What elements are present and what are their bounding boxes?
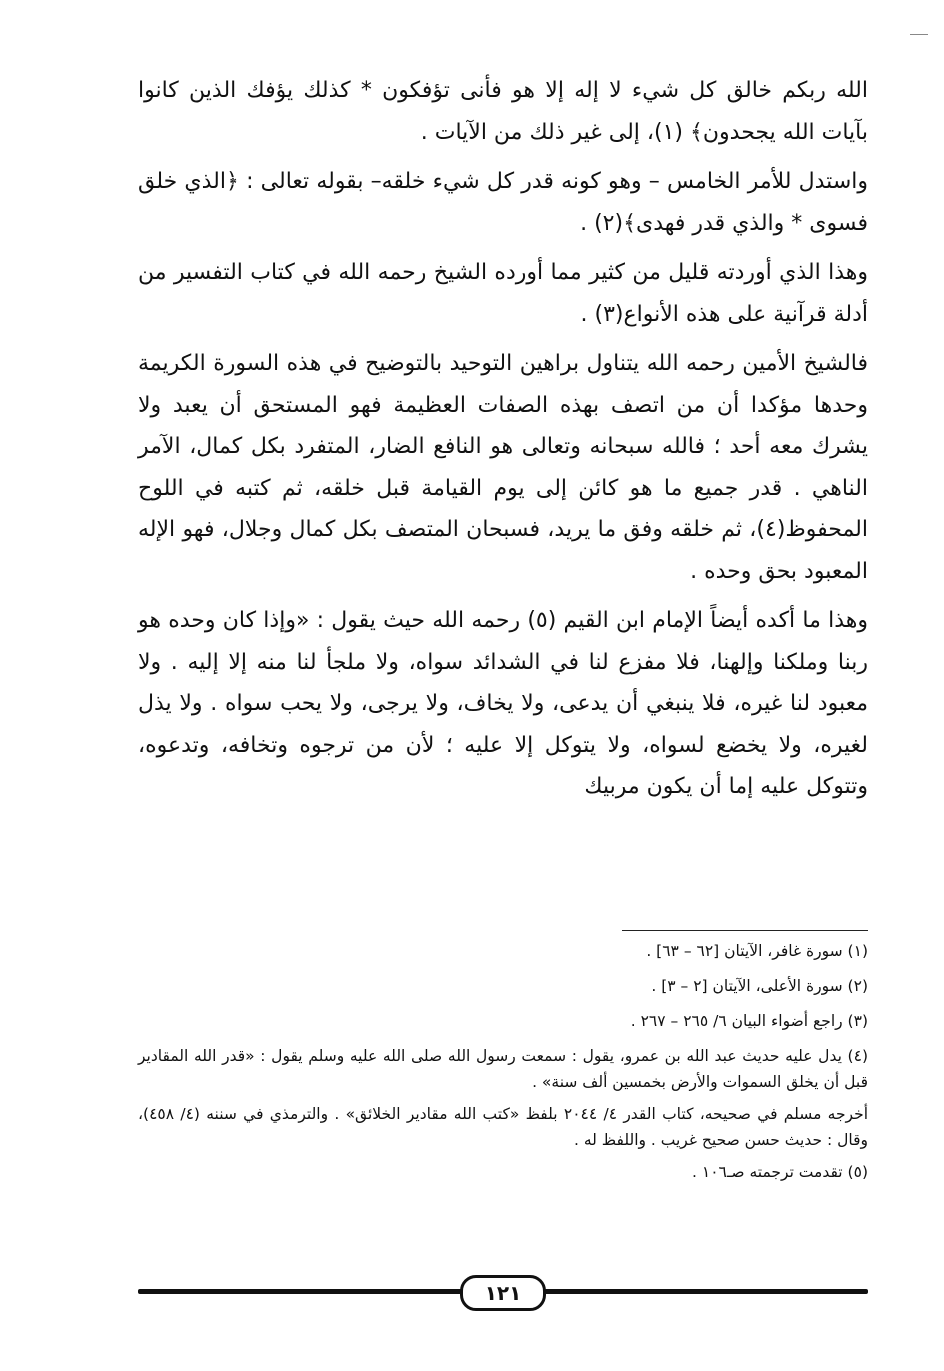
paragraph-3: وهذا الذي أوردته قليل من كثير مما أورده الشيخ رحمه الله في كتاب التفسير من أدلة قرآنية على هذه الأنواع(٣) .: [138, 260, 868, 327]
page-number: ١٢١: [460, 1275, 546, 1311]
footnote-1: (١) سورة غافر، الآيتان [٦٢ – ٦٣] .: [646, 942, 868, 960]
paragraph-2: واستدل للأمر الخامس – وهو كونه قدر كل شيء خلقه– بقوله تعالى : ﴿الذي خلق فسوى * والذي قدر فهدى﴾(٢) .: [138, 169, 868, 236]
footnote-4: (٤) يدل عليه حديث عبد الله بن عمرو، يقول : سمعت رسول الله صلى الله عليه وسلم يقول : «قدر الله المقادير قبل أن يخلق السموات والأرض بخمسين ألف سنة» .: [138, 1047, 868, 1091]
footnote-5: (٥) تقدمت ترجمته صـ١٠٦ .: [692, 1163, 868, 1181]
page-footer: [138, 1278, 868, 1308]
footnotes: [138, 938, 868, 1194]
footnote-3: (٣) راجع أضواء البيان ٦/ ٢٦٥ – ٢٦٧ .: [630, 1012, 868, 1030]
footnote-separator: [622, 930, 868, 931]
main-text-body: [138, 70, 868, 808]
corner-scan-mark: [910, 34, 928, 35]
paragraph-5: وهذا ما أكده أيضاً الإمام ابن القيم (٥) رحمه الله حيث يقول : «وإذا كان وحده هو ربنا وملكنا وإلهنا، فلا مفزع لنا في الشدائد سواه، ولا ملجأ لنا منه إلا إليه . ولا معبود لنا غيره، فلا ينبغي أن يدعى، ولا يخاف، ولا يرجى، ولا يحب سواه . ولا يذل لغيره، ولا يخضع لسواه، ولا يتوكل إلا عليه ؛ لأن من ترجوه وتخافه، وتدعوه، وتتوكل عليه إما أن يكون مربيك: [138, 608, 868, 799]
paragraph-4: فالشيخ الأمين رحمه الله يتناول براهين التوحيد بالتوضيح في هذه السورة الكريمة وحدها مؤكدا أن من اتصف بهذه الصفات العظيمة فهو المستحق أن يعبد ولا يشرك معه أحد ؛ فالله سبحانه وتعالى هو النافع الضار، المتفرد بكل كمال، الآمر الناهي . قدر جميع ما هو كائن إلى يوم القيامة قبل خلقه، ثم كتبه في اللوح المحفوظ(٤)، ثم خلقه وفق ما يريد، فسبحان المتصف بكل كمال وجلال، فهو الإله المعبود بحق وحده .: [138, 351, 868, 584]
footnote-4-continued: أخرجه مسلم في صحيحه، كتاب القدر ٤/ ٢٠٤٤ بلفظ «كتب الله مقادير الخلائق» . والترمذي في سننه (٤/ ٤٥٨)، وقال : حديث حسن صحيح غريب . واللفظ له .: [138, 1105, 868, 1149]
footnote-2: (٢) سورة الأعلى، الآيتان [٢ – ٣] .: [651, 977, 868, 995]
paragraph-1: الله ربكم خالق كل شيء لا إله إلا هو فأنى تؤفكون * كذلك يؤفك الذين كانوا بآيات الله يجحدون﴾ (١)، إلى غير ذلك من الآيات .: [138, 78, 868, 145]
